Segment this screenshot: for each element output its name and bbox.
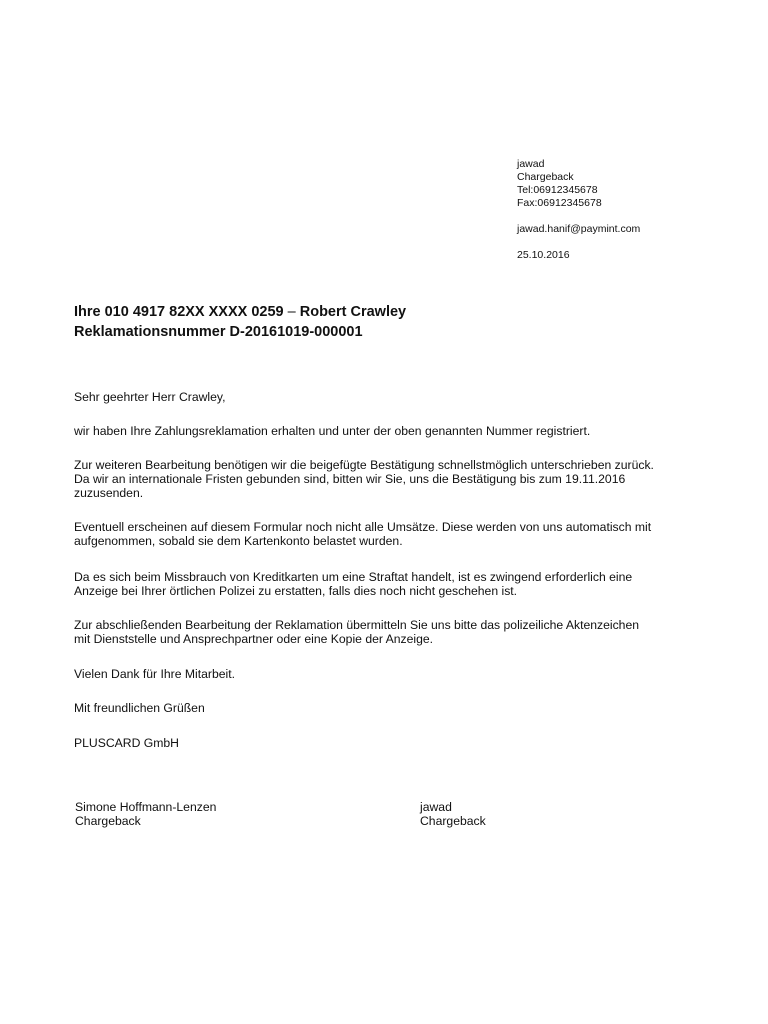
- paragraph-file-number: Zur abschließenden Bearbeitung der Reklamation übermitteln Sie uns bitte das polizeiliche Aktenzeichen mit Dienststelle und Ansprechpartner oder eine Kopie der Anzeige.: [74, 618, 640, 647]
- company-name: PLUSCARD GmbH: [74, 736, 179, 750]
- subject-block: [74, 302, 406, 342]
- sender-fax: Fax:06912345678: [517, 197, 602, 209]
- salutation: Sehr geehrter Herr Crawley,: [74, 390, 226, 404]
- signature-block-right: [420, 800, 486, 828]
- signer-name: Simone Hoffmann-Lenzen: [75, 800, 217, 814]
- closing-phrase: Mit freundlichen Grüßen: [74, 701, 205, 715]
- signer-name: jawad: [420, 800, 452, 814]
- customer-name: Robert Crawley: [299, 304, 407, 320]
- paragraph-transactions: Eventuell erscheinen auf diesem Formular noch nicht alle Umsätze. Diese werden von uns automatisch mit aufgenommen, sobald sie dem Kartenkonto belastet wurden.: [74, 520, 652, 549]
- signer-department: Chargeback: [75, 814, 141, 828]
- paragraph-registration: wir haben Ihre Zahlungsreklamation erhalten und unter der oben genannten Nummer registriert.: [74, 424, 591, 438]
- sender-name: jawad: [517, 158, 545, 170]
- signature-block-left: [75, 800, 216, 828]
- sender-phone: Tel:06912345678: [517, 184, 598, 196]
- claim-number: Reklamationsnummer D-20161019-000001: [74, 324, 363, 340]
- signer-department: Chargeback: [420, 814, 486, 828]
- sender-email: jawad.hanif@paymint.com: [517, 223, 641, 235]
- sender-block: [517, 158, 640, 262]
- paragraph-confirmation-request: Zur weiteren Bearbeitung benötigen wir die beigefügte Bestätigung schnellstmöglich unterschrieben zurück. Da wir an internationale Fristen gebunden sind, bitten wir Sie, uns die Bestätigung bis zum 19.11.2016 zuzusenden.: [74, 458, 654, 501]
- paragraph-thanks: Vielen Dank für Ihre Mitarbeit.: [74, 667, 235, 681]
- subject-line-card: [74, 302, 406, 322]
- subject-dash: –: [287, 304, 296, 320]
- paragraph-police-report: Da es sich beim Missbrauch von Kreditkarten um eine Straftat handelt, ist es zwingend erforderlich eine Anzeige bei Ihrer örtlichen Polizei zu erstatten, falls dies noch nicht geschehen ist.: [74, 570, 633, 599]
- card-number: Ihre 010 4917 82XX XXXX 0259: [74, 304, 284, 320]
- sender-department: Chargeback: [517, 171, 574, 183]
- letter-date: 25.10.2016: [517, 249, 570, 261]
